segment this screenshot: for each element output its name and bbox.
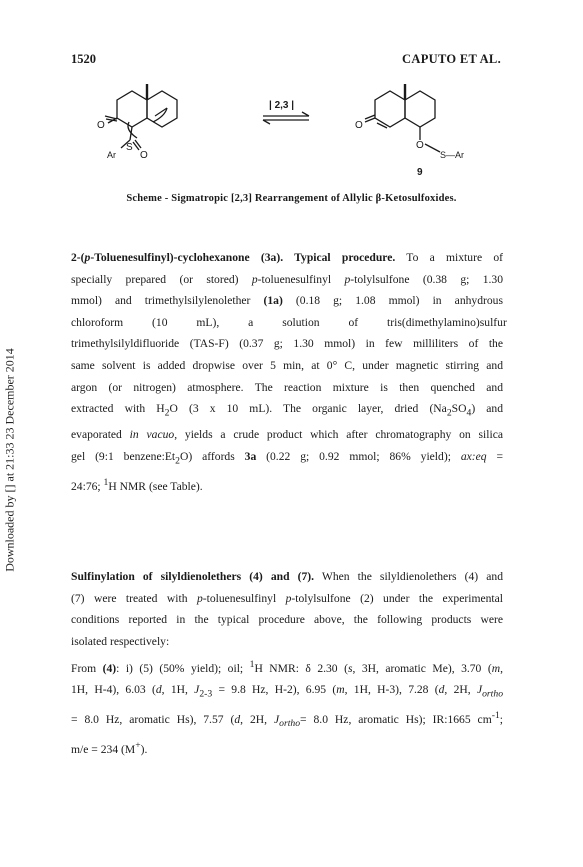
text-line: chloroform (10 mL), a solution of tris(dimethylamino)sulfur	[71, 315, 507, 329]
left-ring-b	[147, 91, 177, 127]
text-line: mmol) and trimethylsilylenolether (1a) (0.18 g; 1.08 mmol) in anhydrous	[71, 294, 503, 308]
text-line: specially prepared (or stored) p-toluenesulfinyl p-tolylsulfone (0.38 g; 1.30	[71, 272, 503, 286]
text-line: m/e = 234 (M+).	[71, 740, 148, 756]
left-so-label: O	[140, 150, 148, 161]
text-line: (7) were treated with p-toluenesulfinyl p-tolylsulfone (2) under the experimental	[71, 591, 503, 605]
right-carbonyl-o: O	[355, 120, 363, 131]
text-line: trimethylsilyldifluoride (TAS-F) (0.37 g; 1.30 mmol) in few milliliters of the	[71, 337, 503, 351]
text-line: isolated respectively:	[71, 634, 170, 648]
arrow-label: | 2,3 |	[269, 100, 295, 111]
running-head: CAPUTO ET AL.	[402, 52, 501, 66]
left-ar-label: Ar	[107, 150, 116, 160]
text-line: gel (9:1 $benzene:Et_2O$) affords 3a (0.22 g; 0.92 mmol; 86% yield); ax:eq =	[71, 449, 504, 466]
download-watermark	[0, 300, 20, 620]
text-line: = 8.0 Hz, aromatic Hs), 7.57 (d, 2H, $J_{ortho}= 8.0$ Hz, aromatic Hs); IR:1665 $cm^{-1}$;	[71, 710, 504, 730]
compound-number: 9	[417, 167, 423, 178]
text-line: From (4): i) (5) (50% yield); oil; $^1$H NMR: δ 2.30 (s, 3H, aromatic Me), 3.70 (m,	[71, 659, 503, 675]
left-ring-a	[117, 91, 147, 127]
text-line: 2-(p-Toluenesulfinyl)-cyclohexanone (3a). Typical procedure. To a mixture of	[71, 251, 503, 264]
text-line: argon (or nitrogen) atmosphere. The reaction mixture is then quenched and	[71, 380, 503, 394]
right-ring-b	[405, 91, 435, 127]
left-carbonyl-o: O	[97, 120, 105, 131]
text-line: same solvent is added dropwise over 5 min, at 0° C, under magnetic stirring and	[71, 358, 503, 372]
text-line: 1H, H-4), 6.03 (d, 1H, $J_{2-3} = 9.8$ Hz, H-2), 6.95 (m, 1H, H-3), 7.28 (d, 2H, $J_{ortho}$	[71, 683, 504, 700]
page-number: 1520	[71, 52, 96, 66]
text-line: Sulfinylation of silyldienolethers (4) and (7). When the silyldienolethers (4) and	[71, 570, 503, 583]
text-line: evaporated in vacuo, yields a crude product which after chromatography on silica	[71, 428, 503, 442]
paragraph-product-data	[71, 654, 503, 761]
reaction-scheme	[95, 78, 515, 188]
text-line: 24:76; $^1$H NMR (see Table).	[71, 476, 203, 493]
download-watermark-text: Downloaded by [] at 21:33 23 December 2014	[2, 348, 17, 572]
paragraph-sulfinylation	[71, 566, 503, 652]
right-o-label: O	[416, 140, 424, 151]
paragraph-procedure	[71, 247, 507, 497]
text-line: conditions reported in the typical procedure above, the following products were	[71, 613, 503, 627]
scheme-drawing	[95, 78, 515, 188]
text-line: extracted with $H_2O$ (3 x 10 mL). The organic layer, dried $(Na_2SO_4)$ and	[71, 402, 504, 419]
right-ring-a	[375, 91, 405, 127]
left-s-label: S	[126, 142, 133, 153]
right-sar-label: S—Ar	[440, 150, 465, 160]
scheme-caption: Scheme - Sigmatropic [2,3] Rearrangement of Allylic β-Ketosulfoxides.	[126, 193, 457, 204]
